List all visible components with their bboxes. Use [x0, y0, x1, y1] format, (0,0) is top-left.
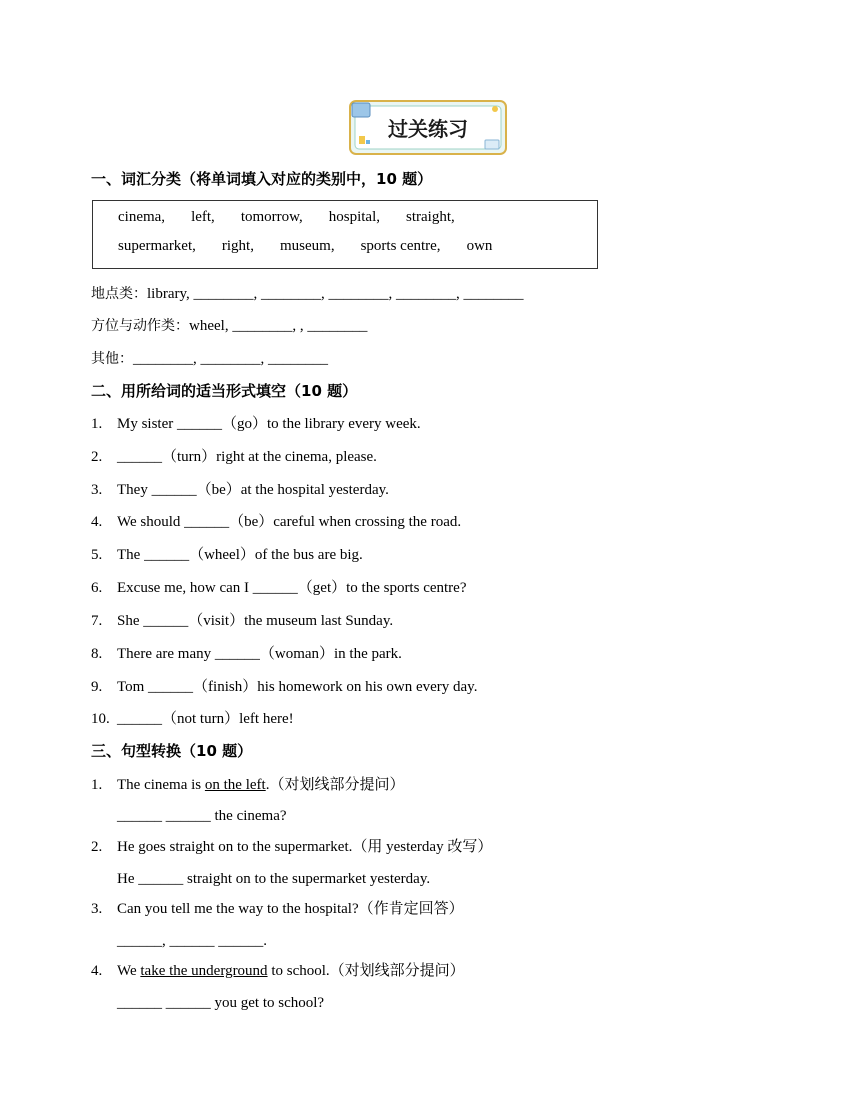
word-bank [92, 200, 598, 269]
item-number: 1. [91, 777, 103, 793]
item-number: 7. [91, 613, 103, 629]
word-item: museum, [279, 238, 335, 254]
book-icon [352, 103, 370, 117]
item-number: 5. [91, 547, 103, 563]
category-blanks: wheel, ________, , ________ [189, 318, 368, 334]
item-number: 2. [91, 839, 103, 855]
fill-item [91, 414, 421, 434]
fill-item [91, 611, 393, 631]
transform-item [91, 961, 465, 981]
category-blanks: ________, ________, ________ [133, 351, 328, 367]
item-text: Tom ______（finish）his homework on his own every day. [117, 679, 478, 695]
fill-item [91, 447, 377, 467]
item-text: He goes straight on to the supermarket.（用 yesterday 改写） [117, 839, 493, 855]
word-item: cinema, [118, 209, 166, 225]
item-text: We should ______（be）careful when crossing the road. [117, 514, 462, 530]
answer-line: ______ ______ you get to school? [117, 995, 325, 1011]
item-number: 3. [91, 901, 103, 917]
item-text: The ______（wheel）of the bus are big. [117, 547, 363, 563]
word-item: hospital, [328, 209, 380, 225]
word-item: tomorrow, [240, 209, 303, 225]
fill-item [91, 480, 389, 500]
answer-line: ______, ______ ______. [117, 933, 267, 949]
item-text-pre: The cinema is [117, 777, 205, 793]
underlined-phrase: on the left [204, 777, 266, 793]
item-text: They ______（be）at the hospital yesterday. [117, 482, 389, 498]
fill-item [91, 512, 461, 532]
word-item: sports centre, [360, 238, 441, 254]
word-bank-row-2 [118, 238, 518, 255]
star-icon [492, 106, 498, 112]
banner-graphic [349, 100, 507, 155]
fill-item [91, 545, 363, 565]
transform-item [91, 837, 492, 857]
item-text: She ______（visit）the museum last Sunday. [117, 613, 394, 629]
section-banner [349, 100, 507, 155]
item-text: Excuse me, how can I ______（get）to the sports centre? [117, 580, 467, 596]
category-directions [91, 316, 367, 336]
word-bank-row-1 [118, 209, 481, 226]
underlined-phrase: take the underground [140, 963, 268, 979]
word-item: straight, [406, 209, 455, 225]
word-item: supermarket, [118, 238, 196, 254]
word-item: left, [191, 209, 215, 225]
category-places [91, 284, 524, 304]
word-item: right, [221, 238, 254, 254]
answer-line: He ______ straight on to the supermarket yesterday. [117, 871, 431, 887]
item-text-post: .（对划线部分提问） [265, 777, 405, 793]
item-number: 4. [91, 514, 103, 530]
item-text-pre: We [117, 963, 141, 979]
item-text-post: to school.（对划线部分提问） [267, 963, 465, 979]
item-text: Can you tell me the way to the hospital?（作肯定回答） [117, 901, 464, 917]
item-number: 6. [91, 580, 103, 596]
category-blanks: library, ________, ________, ________, ________, ________ [147, 286, 524, 302]
section2-heading: 二、用所给词的适当形式填空（10 题） [91, 382, 358, 400]
fill-item [91, 709, 294, 729]
answer-line: ______ ______ the cinema? [117, 808, 287, 824]
section1-heading: 一、词汇分类（将单词填入对应的类别中，10 题） [91, 170, 433, 188]
banner-title: 过关练习 [388, 117, 468, 141]
transform-item [91, 775, 404, 795]
transform-item [91, 899, 464, 919]
item-number: 1. [91, 416, 103, 432]
item-number: 10. [91, 711, 110, 727]
item-number: 4. [91, 963, 103, 979]
item-text: My sister ______（go）to the library every week. [117, 416, 421, 432]
fill-item [91, 644, 402, 664]
fill-item [91, 677, 477, 697]
item-number: 8. [91, 646, 103, 662]
category-label: 方位与动作类： [91, 318, 189, 334]
item-number: 3. [91, 482, 103, 498]
item-number: 2. [91, 449, 103, 465]
item-text: ______（turn）right at the cinema, please. [117, 449, 377, 465]
section3-heading: 三、句型转换（10 题） [91, 742, 253, 760]
item-text: ______（not turn）left here! [117, 711, 294, 727]
fill-item [91, 578, 466, 598]
item-text: There are many ______（woman）in the park. [117, 646, 402, 662]
item-number: 9. [91, 679, 103, 695]
category-label: 其他： [91, 351, 133, 367]
category-others [91, 349, 328, 369]
word-item: own [466, 238, 493, 254]
category-label: 地点类： [91, 286, 147, 302]
